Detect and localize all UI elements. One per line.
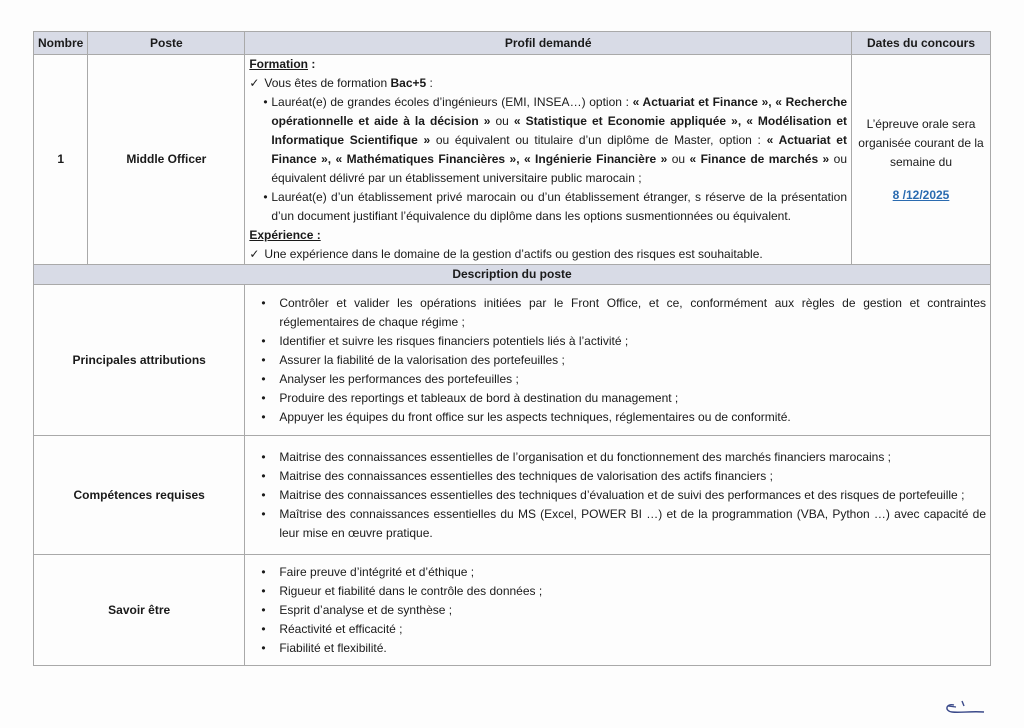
formation-list: [249, 93, 847, 226]
description-band: Description du poste: [34, 265, 991, 285]
experience-heading: Expérience :: [249, 228, 321, 242]
list-item: • Identifier et suivre les risques financiers potentiels liés à l’activité ;: [279, 332, 986, 351]
signature-icon: [940, 695, 992, 719]
formation-heading: Formation :: [249, 57, 316, 71]
list-item: • Maitrise des connaissances essentielles de l’organisation et du fonctionnement des marchés financiers marocains ;: [279, 448, 986, 467]
list-item: • Rigueur et fiabilité dans le contrôle des données ;: [279, 582, 986, 601]
list-item: • Faire preuve d’intégrité et d’éthique ;: [279, 563, 986, 582]
list-item: • Maîtrise des connaissances essentielles du MS (Excel, POWER BI …) et de la programmation (VBA, Python …) avec capacité de leur mise en œuvre pratique.: [279, 505, 986, 543]
list-item: • Réactivité et efficacité ;: [279, 620, 986, 639]
section-label: Compétences requises: [34, 436, 245, 555]
header-poste: Poste: [88, 32, 245, 55]
section-row-competences: [34, 436, 991, 555]
list-item: • Appuyer les équipes du front office sur les aspects techniques, réglementaires ou de conformité.: [279, 408, 986, 427]
formation-item: • Lauréat(e) de grandes écoles d’ingénieurs (EMI, INSEA…) option : « Actuariat et Finance », « Recherche opérationnelle et aide à la décision » ou « Statistique et Economie appliquée », « Modélisation et Informatique Scientifique » ou équivalent ou titulaire d’un diplôme de Master, option : « Actuariat et Finance », « Mathématiques Financières », « Ingénierie Financière » ou « Finance de marchés » ou équivalent délivré par un établissement universitaire public marocain ;: [271, 93, 847, 188]
section-content: [245, 555, 991, 666]
list-item: • Maitrise des connaissances essentielles des techniques de valorisation des actifs financiers ;: [279, 467, 986, 486]
attributions-list: [249, 294, 986, 427]
competences-list: [249, 448, 986, 543]
section-row-savoir-etre: [34, 555, 991, 666]
section-row-attributions: [34, 285, 991, 436]
section-content: [245, 285, 991, 436]
list-item: • Esprit d’analyse et de synthèse ;: [279, 601, 986, 620]
list-item: • Assurer la fiabilité de la valorisation des portefeuilles ;: [279, 351, 986, 370]
experience-check-item: ✓ Une expérience dans le domaine de la gestion d’actifs ou gestion des risques est souhaitable.: [249, 245, 847, 264]
job-offer-table: [33, 31, 991, 666]
nombre-cell: 1: [34, 55, 88, 265]
section-content: [245, 436, 991, 555]
list-item: • Contrôler et valider les opérations initiées par le Front Office, et ce, conformément aux règles de gestion et contraintes réglementaires de chaque régime ;: [279, 294, 986, 332]
exam-date-link[interactable]: 8 /12/2025: [892, 187, 950, 202]
dates-cell: [852, 55, 991, 265]
list-item: • Fiabilité et flexibilité.: [279, 639, 986, 658]
poste-cell: Middle Officer: [88, 55, 245, 265]
description-band-row: [34, 265, 991, 285]
formation-item: • Lauréat(e) d’un établissement privé marocain ou d’un établissement étranger, s réserve de la présentation d’un document justifiant l’équivalence du diplôme dans les options susmentionnées ou équivalent.: [271, 188, 847, 226]
header-dates: Dates du concours: [852, 32, 991, 55]
savoir-etre-list: [249, 563, 986, 658]
formation-check-item: ✓ Vous êtes de formation Bac+5 :: [249, 74, 847, 93]
header-profil: Profil demandé: [245, 32, 852, 55]
table-row: [34, 55, 991, 265]
list-item: • Analyser les performances des portefeuilles ;: [279, 370, 986, 389]
list-item: • Produire des reportings et tableaux de bord à destination du management ;: [279, 389, 986, 408]
profil-cell: [245, 55, 852, 265]
table-header-row: [34, 32, 991, 55]
section-label: Principales attributions: [34, 285, 245, 436]
list-item: • Maitrise des connaissances essentielles des techniques d’évaluation et de suivi des performances et des risques de portefeuille ;: [279, 486, 986, 505]
dates-text: L’épreuve orale sera organisée courant de la semaine du: [858, 116, 984, 169]
header-nombre: Nombre: [34, 32, 88, 55]
section-label: Savoir être: [34, 555, 245, 666]
